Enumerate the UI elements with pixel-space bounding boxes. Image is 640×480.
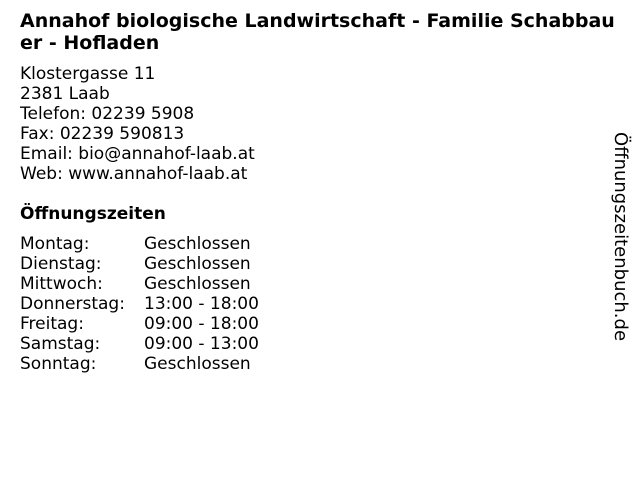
city-postal: 2381 Laab bbox=[20, 84, 110, 104]
phone-number: Telefon: 02239 5908 bbox=[20, 104, 195, 124]
email-address: Email: bio@annahof-laab.at bbox=[20, 144, 255, 164]
day-label: Samstag: bbox=[20, 334, 101, 354]
hours-row-saturday bbox=[20, 334, 259, 354]
day-label: Mittwoch: bbox=[20, 274, 103, 294]
day-label: Sonntag: bbox=[20, 354, 97, 374]
hours-row-friday bbox=[20, 314, 259, 334]
day-hours: Geschlossen bbox=[144, 254, 251, 274]
day-hours: 09:00 - 13:00 bbox=[144, 334, 259, 354]
business-title: Annahof biologische Landwirtschaft - Familie Schabbauer - Hofladen bbox=[20, 10, 615, 54]
hours-row-thursday bbox=[20, 294, 259, 314]
hours-row-wednesday bbox=[20, 274, 259, 294]
hours-row-monday bbox=[20, 234, 259, 254]
street-address: Klostergasse 11 bbox=[20, 64, 156, 84]
site-watermark-label: Öffnungszeitenbuch.de bbox=[610, 132, 631, 342]
day-label: Donnerstag: bbox=[20, 294, 125, 314]
hours-row-tuesday bbox=[20, 254, 259, 274]
opening-hours-heading: Öffnungszeiten bbox=[20, 204, 166, 224]
fax-number: Fax: 02239 590813 bbox=[20, 124, 185, 144]
day-label: Montag: bbox=[20, 234, 90, 254]
day-hours: Geschlossen bbox=[144, 234, 251, 254]
day-label: Dienstag: bbox=[20, 254, 102, 274]
day-hours: 13:00 - 18:00 bbox=[144, 294, 259, 314]
day-hours: Geschlossen bbox=[144, 274, 251, 294]
contact-block bbox=[20, 64, 255, 184]
website-address: Web: www.annahof-laab.at bbox=[20, 164, 248, 184]
day-hours: 09:00 - 18:00 bbox=[144, 314, 259, 334]
hours-row-sunday bbox=[20, 354, 259, 374]
day-hours: Geschlossen bbox=[144, 354, 251, 374]
opening-hours-table bbox=[20, 234, 259, 374]
day-label: Freitag: bbox=[20, 314, 84, 334]
